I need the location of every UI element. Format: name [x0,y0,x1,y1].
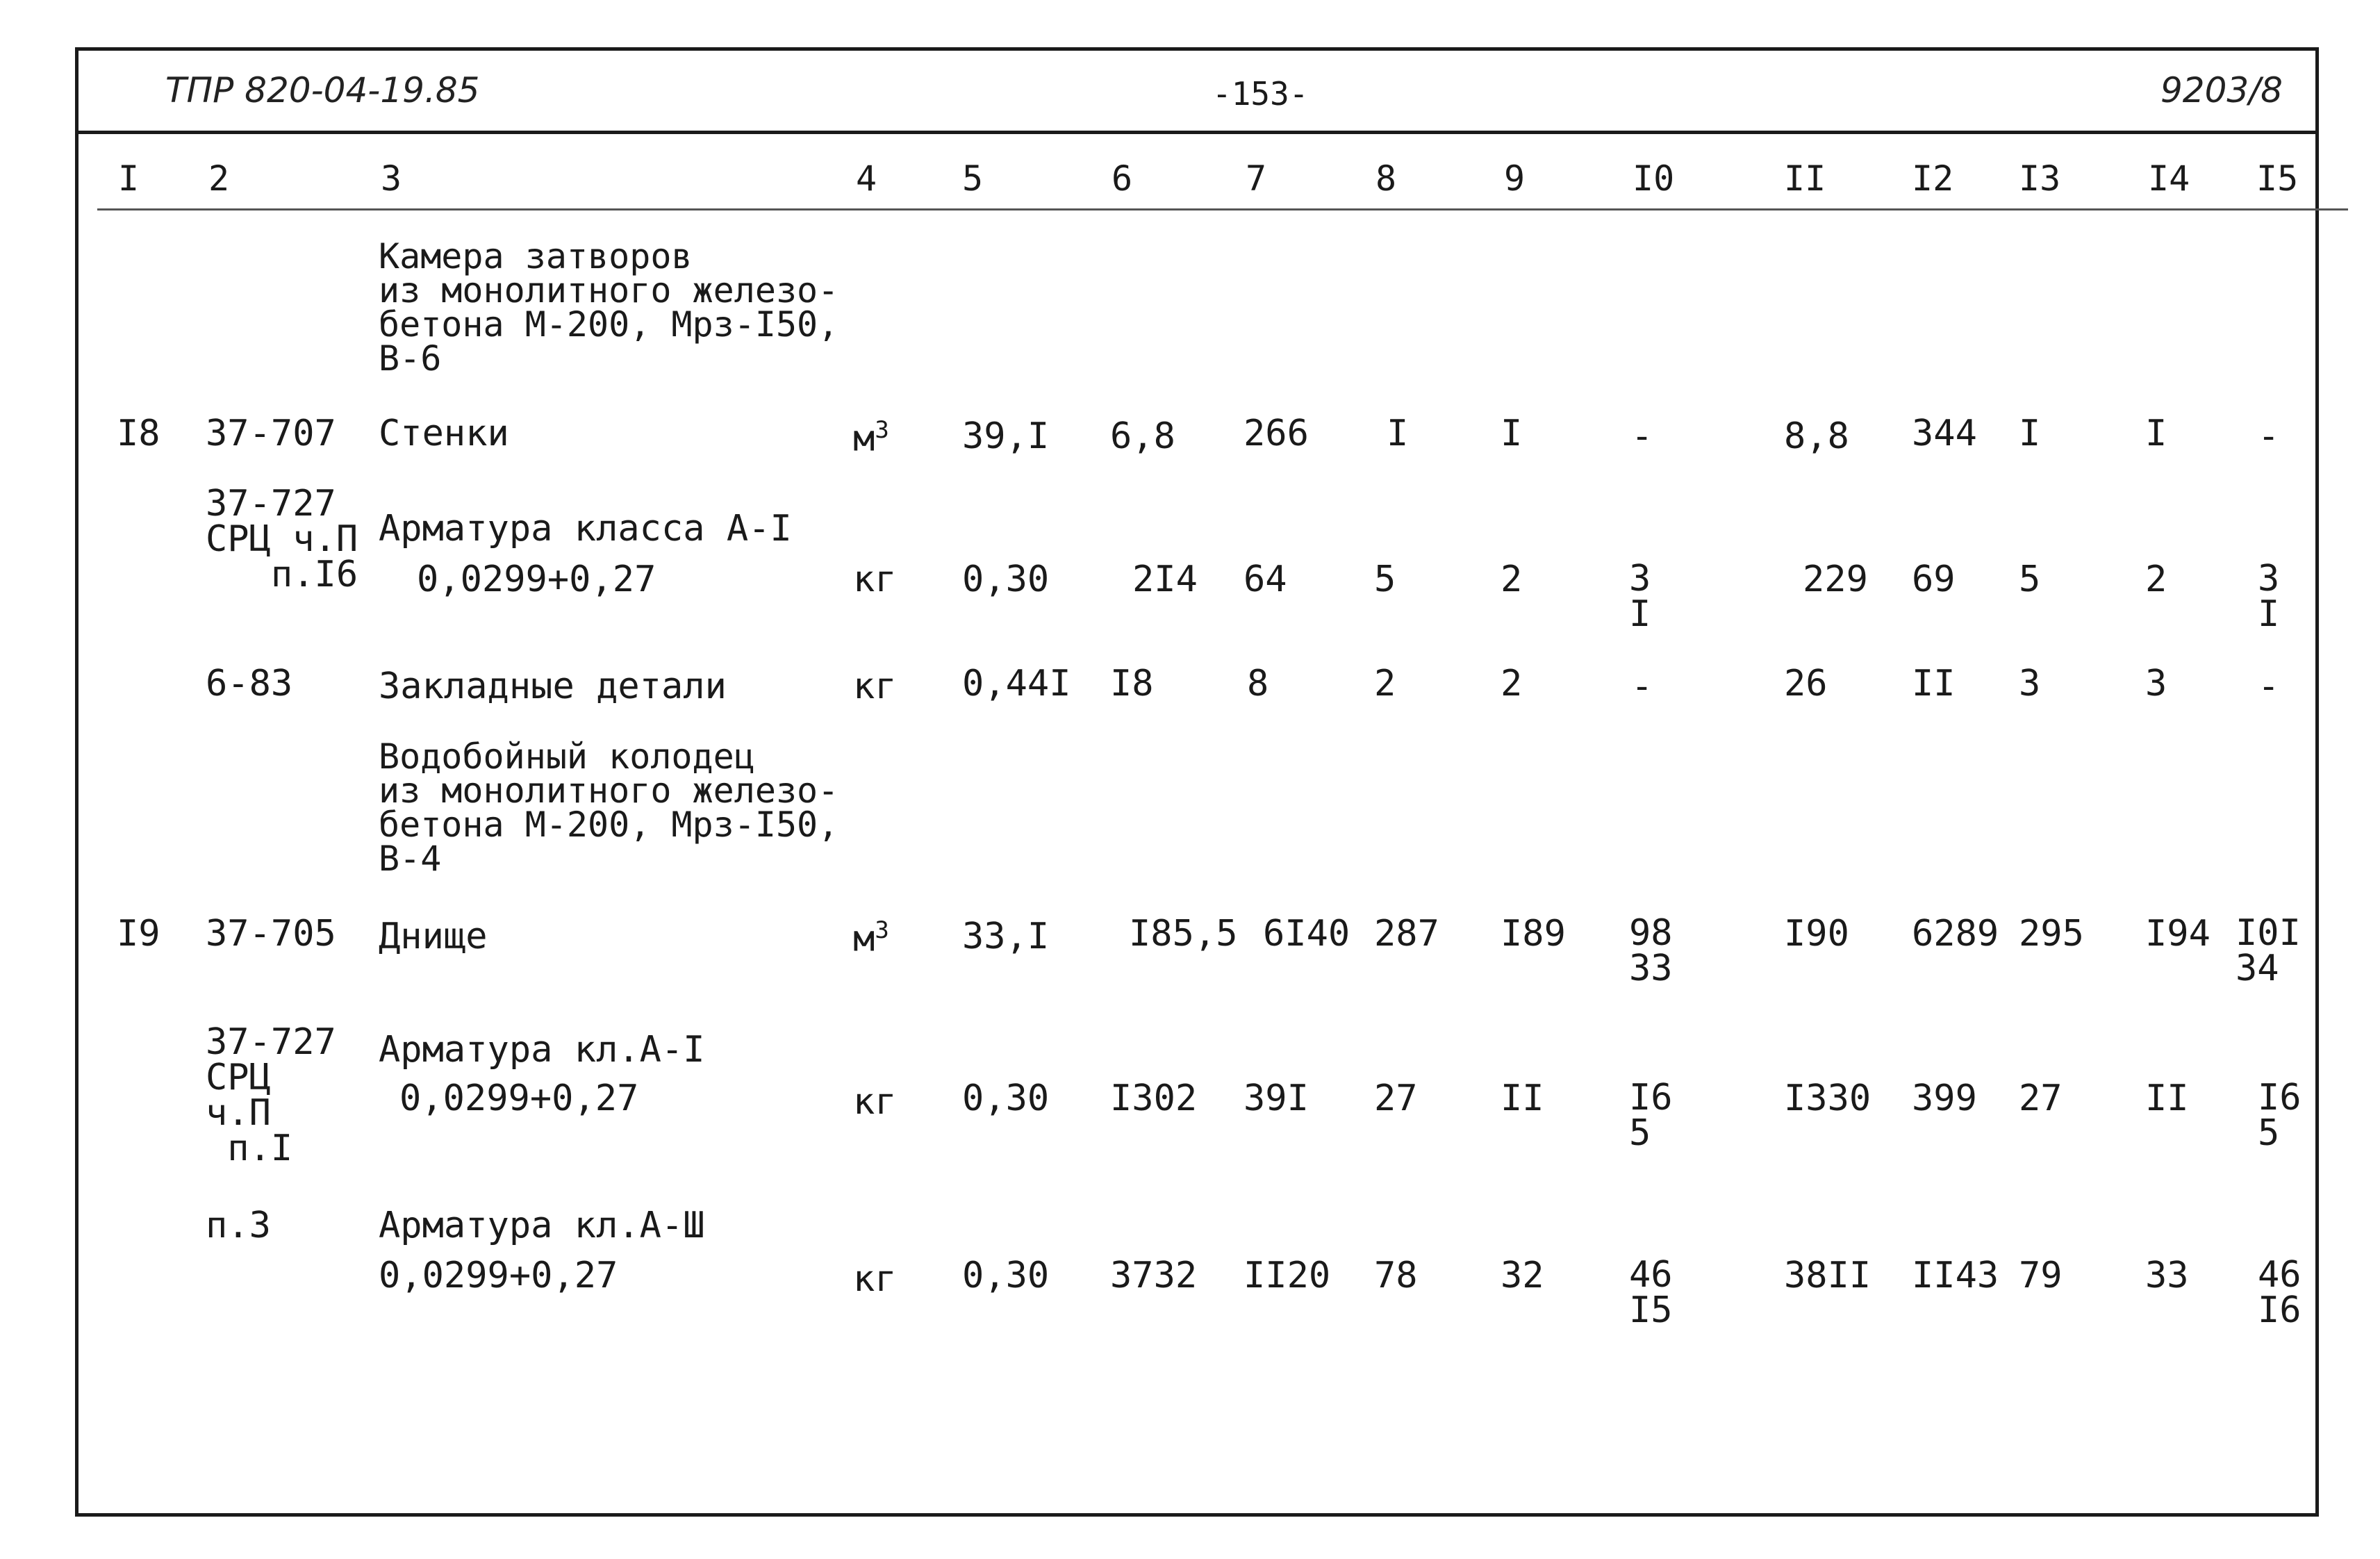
work-name: Арматура кл.А-Ш [379,1205,705,1246]
cell: I302 [1110,1078,1198,1119]
cell: 46 I5 [1629,1254,1673,1331]
page-number: -153- [1212,75,1309,113]
cell: 8,8 [1784,415,1849,457]
document-code: ТПР 820-04-19.85 [165,70,480,110]
norm-code: п.3 [206,1205,271,1246]
cell: I6 5 [1629,1077,1673,1154]
cell: 287 [1374,913,1439,955]
cell: 79 [2019,1255,2063,1296]
work-name: Арматура кл.А-I [379,1029,705,1071]
cell: I [2019,413,2041,454]
column-number: 7 [1246,158,1267,199]
cell: 3 I [1629,558,1651,635]
cell: 266 [1243,413,1309,454]
section-title: Камера затворов из монолитного железо- бетона М-200, Мрз-I50, В-6 [379,236,839,379]
formula: 0,0299+0,27 [399,1078,639,1119]
norm-code: 37-727 СРЦ ч.П п.I [206,1021,336,1169]
cell: 399 [1912,1078,1977,1119]
cell: 0,30 [962,559,1050,600]
norm-code: 37-707 [206,413,336,454]
cell: 33,I [962,916,1050,957]
cell: 2 [1374,663,1396,704]
norm-code: 37-727 СРЦ ч.П п.I6 [206,483,358,595]
column-number: 2 [208,158,230,199]
cell: 5 [2019,559,2041,600]
column-number: 8 [1375,158,1397,199]
cell: 229 [1803,559,1868,600]
column-number: 4 [856,158,877,199]
cell: 2 [2145,559,2167,600]
cell: 2 [1501,559,1523,600]
cell: 6,8 [1110,415,1175,457]
cell: I8 [1110,663,1154,704]
column-number: I [118,158,140,199]
cell: 27 [1374,1078,1418,1119]
cell: 3 I [2258,558,2280,635]
cell: 0,30 [962,1255,1050,1296]
cell: - [2258,415,2280,457]
cell: 32 [1501,1255,1544,1296]
cell: I85,5 [1129,913,1238,955]
cell: 3732 [1110,1255,1198,1296]
cell: - [1631,415,1653,457]
row-number: I9 [117,913,160,955]
unit: кг [853,1081,897,1123]
norm-code: 37-705 [206,913,336,955]
formula: 0,0299+0,27 [379,1255,618,1296]
work-name: Днище [379,916,488,957]
cell: 64 [1243,559,1287,600]
cell: II20 [1243,1255,1331,1296]
cell: II43 [1912,1255,1999,1296]
cell: 2 [1501,663,1523,704]
cell: 27 [2019,1078,2063,1119]
unit: кг [853,666,897,707]
cell: 26 [1784,663,1828,704]
cell: 39,I [962,415,1050,457]
cell: I90 [1784,913,1849,955]
cell: 46 I6 [2258,1254,2302,1331]
cell: II [1501,1078,1544,1119]
work-name: Арматура класса А-I [379,508,792,550]
column-header-divider [97,208,2348,211]
header-divider [75,131,2319,134]
cell: I0I 34 [2236,912,2301,989]
unit: кг [853,559,897,600]
work-name: Закладные детали [379,666,727,707]
work-name: Стенки [379,413,509,454]
cell: 295 [2019,913,2084,955]
column-number: 6 [1112,158,1133,199]
unit: $м^3$ [853,416,889,460]
column-number: I4 [2148,158,2190,199]
cell: 98 33 [1629,912,1673,989]
cell: 69 [1912,559,1956,600]
cell: II [1912,663,1956,704]
column-number: I3 [2019,158,2061,199]
cell: - [1631,666,1653,707]
norm-code: 6-83 [206,663,293,704]
cell: 38II [1784,1255,1871,1296]
cell: 0,44I [962,663,1071,704]
section-title: Водобойный колодец из монолитного железо- бетона М-200, Мрз-I50, В-4 [379,736,839,879]
cell: 2I4 [1132,559,1198,600]
unit: кг [853,1258,897,1300]
cell: 33 [2145,1255,2189,1296]
cell: 78 [1374,1255,1418,1296]
column-number: II [1784,158,1826,199]
cell: 3 [2019,663,2041,704]
cell: 8 [1247,663,1269,704]
row-number: I8 [117,413,160,454]
cell: 344 [1912,413,1977,454]
column-number: 3 [381,158,402,199]
column-number: I5 [2256,158,2299,199]
cell: 0,30 [962,1078,1050,1119]
cell: 6I40 [1263,913,1350,955]
cell: I [2145,413,2167,454]
cell: 39I [1243,1078,1309,1119]
column-number: I2 [1912,158,1954,199]
cell: 6289 [1912,913,1999,955]
album-number: 9203/8 [2160,70,2283,110]
cell: I330 [1784,1078,1871,1119]
cell: 5 [1374,559,1396,600]
unit: $м^3$ [853,916,889,960]
cell: I94 [2145,913,2210,955]
cell: I [1501,413,1523,454]
cell: II [2145,1078,2189,1119]
column-number: 9 [1504,158,1526,199]
column-number: 5 [962,158,984,199]
column-number: I0 [1633,158,1675,199]
cell: 3 [2145,663,2167,704]
cell: I6 5 [2258,1077,2302,1154]
cell: I89 [1501,913,1566,955]
cell: I [1387,413,1409,454]
formula: 0,0299+0,27 [417,559,656,600]
cell: - [2258,666,2280,707]
